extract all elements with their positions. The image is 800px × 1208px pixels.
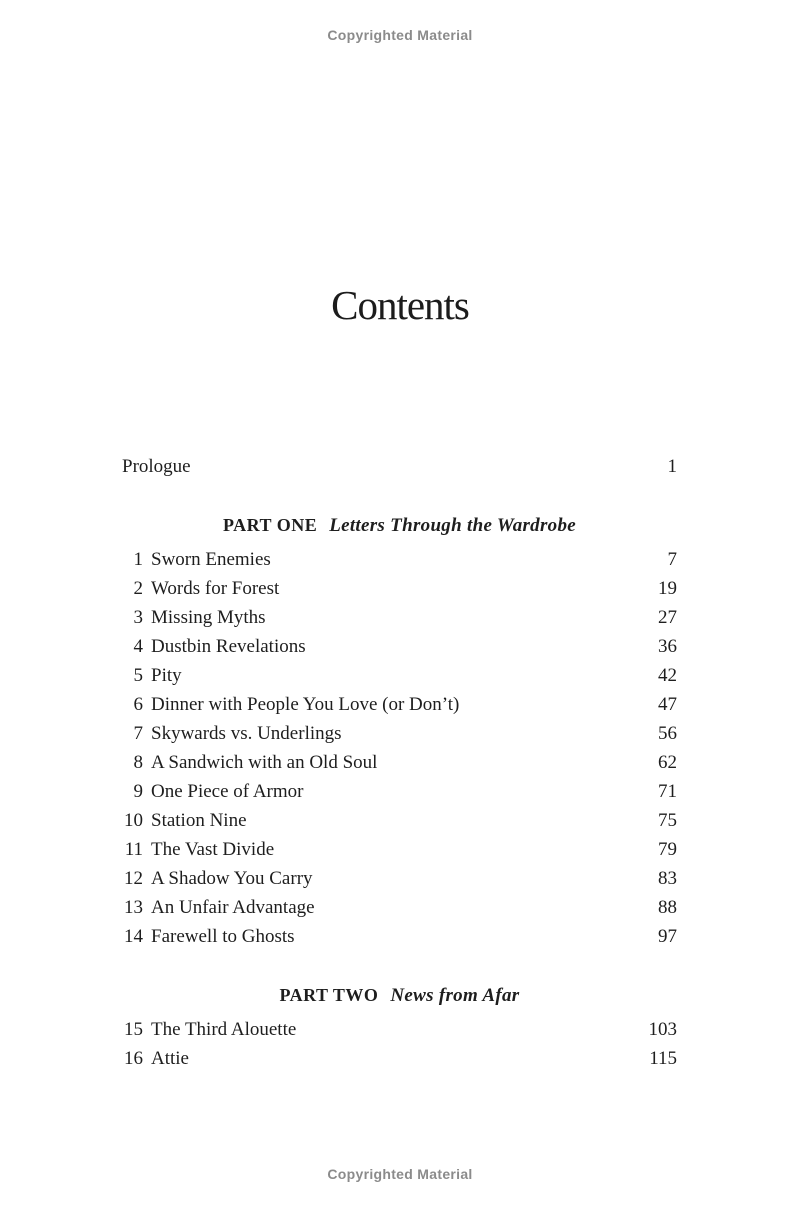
page-number: 62 <box>658 752 677 773</box>
chapter-title: Sworn Enemies <box>151 549 271 570</box>
chapter-number: 15 <box>124 1019 143 1040</box>
chapter-number: 2 <box>133 578 143 599</box>
chapter-number: 13 <box>124 897 143 918</box>
chapter-title: Station Nine <box>151 810 247 831</box>
page-number: 1 <box>667 456 677 477</box>
page-number: 19 <box>658 578 677 599</box>
chapter-number: 11 <box>124 839 143 860</box>
chapter-title: An Unfair Advantage <box>151 897 315 918</box>
part-heading <box>122 982 677 1008</box>
toc-entry-chapter <box>122 748 677 777</box>
part-heading <box>122 512 677 538</box>
chapter-title: A Sandwich with an Old Soul <box>151 752 378 773</box>
chapter-title: The Third Alouette <box>151 1019 297 1040</box>
chapter-title: Farewell to Ghosts <box>151 926 295 947</box>
toc-entry-chapter <box>122 719 677 748</box>
toc-entry-chapter <box>122 690 677 719</box>
toc-entry-chapter <box>122 545 677 574</box>
chapter-title: Missing Myths <box>151 607 266 628</box>
chapter-number: 9 <box>133 781 143 802</box>
chapter-number: 12 <box>124 868 143 889</box>
toc-entry-prologue <box>122 452 677 481</box>
chapter-number: 14 <box>124 926 143 947</box>
page-number: 79 <box>658 839 677 860</box>
chapter-number: 1 <box>133 549 143 570</box>
chapter-list <box>122 545 677 951</box>
part-title: News from Afar <box>390 985 520 1006</box>
chapter-title: The Vast Divide <box>151 839 275 860</box>
page-number: 47 <box>658 694 677 715</box>
toc-entry-chapter <box>122 632 677 661</box>
page-number: 71 <box>658 781 677 802</box>
toc-entry-chapter <box>122 922 677 951</box>
toc-parts <box>122 512 677 1073</box>
toc-entry-chapter <box>122 1044 677 1073</box>
toc-entry-chapter <box>122 864 677 893</box>
chapter-title: One Piece of Armor <box>151 781 304 802</box>
chapter-list <box>122 1015 677 1073</box>
page-title: Contents <box>331 282 469 328</box>
chapter-number: 10 <box>124 810 143 831</box>
page-number: 83 <box>658 868 677 889</box>
page-number: 36 <box>658 636 677 657</box>
toc-entry-chapter <box>122 806 677 835</box>
chapter-number: 8 <box>133 752 143 773</box>
chapter-title: Attie <box>151 1048 189 1069</box>
chapter-title: Pity <box>151 665 182 686</box>
page-number: 75 <box>658 810 677 831</box>
chapter-number: 6 <box>133 694 143 715</box>
frontmatter-label: Prologue <box>122 456 191 477</box>
chapter-number: 16 <box>124 1048 143 1069</box>
chapter-title: Dinner with People You Love (or Don’t) <box>151 694 460 715</box>
page-number: 7 <box>667 549 677 570</box>
part-kicker: PART TWO <box>279 985 379 1005</box>
chapter-title: Dustbin Revelations <box>151 636 306 657</box>
chapter-number: 7 <box>133 723 143 744</box>
chapter-number: 4 <box>133 636 143 657</box>
page-number: 27 <box>658 607 677 628</box>
toc-entry-chapter <box>122 777 677 806</box>
chapter-number: 5 <box>133 665 143 686</box>
page-number: 56 <box>658 723 677 744</box>
part-kicker: PART ONE <box>222 515 318 535</box>
toc-entry-chapter <box>122 661 677 690</box>
toc-entry-chapter <box>122 603 677 632</box>
chapter-number: 3 <box>133 607 143 628</box>
part-title: Letters Through the Wardrobe <box>329 515 577 536</box>
page-number: 115 <box>649 1048 677 1069</box>
toc-entry-chapter <box>122 1015 677 1044</box>
toc-entry-chapter <box>122 835 677 864</box>
toc-entry-chapter <box>122 893 677 922</box>
chapter-title: Words for Forest <box>151 578 280 599</box>
copyright-notice-top: Copyrighted Material <box>327 27 473 43</box>
page-number: 88 <box>658 897 677 918</box>
chapter-title: A Shadow You Carry <box>151 868 313 889</box>
page-number: 97 <box>658 926 677 947</box>
table-of-contents <box>122 452 677 1073</box>
chapter-title: Skywards vs. Underlings <box>151 723 342 744</box>
copyright-notice-bottom: Copyrighted Material <box>327 1166 473 1182</box>
page-number: 103 <box>648 1019 677 1040</box>
toc-entry-chapter <box>122 574 677 603</box>
page-number: 42 <box>658 665 677 686</box>
